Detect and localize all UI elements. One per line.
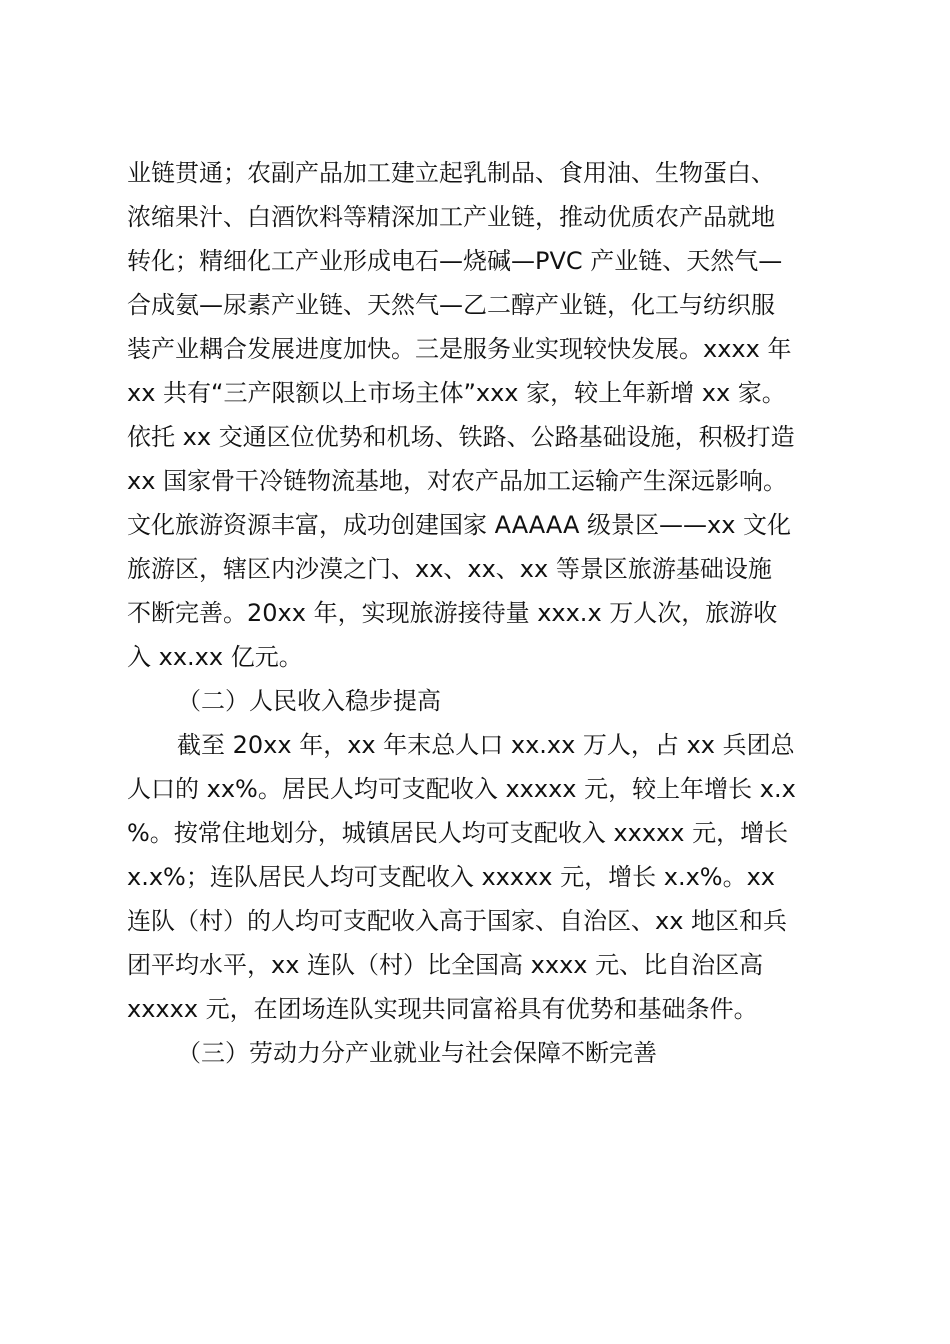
text-line: xx 国家骨干冷链物流基地，对农产品加工运输产生深远影响。 bbox=[127, 467, 788, 495]
text-line: x.x%；连队居民人均可支配收入 xxxxx 元，增长 x.x%。xx bbox=[127, 863, 775, 891]
text-line: 装产业耦合发展进度加快。三是服务业实现较快发展。xxxx 年 bbox=[127, 335, 792, 363]
text-line: 连队（村）的人均可支配收入高于国家、自治区、xx 地区和兵 bbox=[127, 907, 788, 935]
text-line: 文化旅游资源丰富，成功创建国家 AAAAA 级景区——xx 文化 bbox=[127, 511, 792, 539]
section-heading-3: （三）劳动力分产业就业与社会保障不断完善 bbox=[177, 1039, 657, 1067]
text-line: 合成氨—尿素产业链、天然气—乙二醇产业链，化工与纺织服 bbox=[127, 291, 775, 319]
text-line: 转化；精细化工产业形成电石—烧碱—PVC 产业链、天然气— bbox=[127, 247, 783, 275]
section-heading-2: （二）人民收入稳步提高 bbox=[177, 687, 441, 715]
text-line: 不断完善。20xx 年，实现旅游接待量 xxx.x 万人次，旅游收 bbox=[127, 599, 778, 627]
text-line: xxxxx 元，在团场连队实现共同富裕具有优势和基础条件。 bbox=[127, 995, 758, 1023]
text-line: 旅游区，辖区内沙漠之门、xx、xx、xx 等景区旅游基础设施 bbox=[127, 555, 772, 583]
text-line: %。按常住地划分，城镇居民人均可支配收入 xxxxx 元，增长 bbox=[127, 819, 789, 847]
text-line: 人口的 xx%。居民人均可支配收入 xxxxx 元，较上年增长 x.x bbox=[127, 775, 796, 803]
text-line: 业链贯通；农副产品加工建立起乳制品、食用油、生物蛋白、 bbox=[127, 159, 775, 187]
text-line: 截至 20xx 年，xx 年末总人口 xx.xx 万人，占 xx 兵团总 bbox=[177, 731, 795, 759]
text-line: xx 共有“三产限额以上市场主体”xxx 家，较上年新增 xx 家。 bbox=[127, 379, 786, 407]
text-line: 依托 xx 交通区位优势和机场、铁路、公路基础设施，积极打造 bbox=[127, 423, 795, 451]
text-line: 浓缩果汁、白酒饮料等精深加工产业链，推动优质农产品就地 bbox=[127, 203, 775, 231]
body-text bbox=[127, 151, 837, 1075]
text-line: 入 xx.xx 亿元。 bbox=[127, 643, 303, 671]
text-line: 团平均水平，xx 连队（村）比全国高 xxxx 元、比自治区高 bbox=[127, 951, 764, 979]
